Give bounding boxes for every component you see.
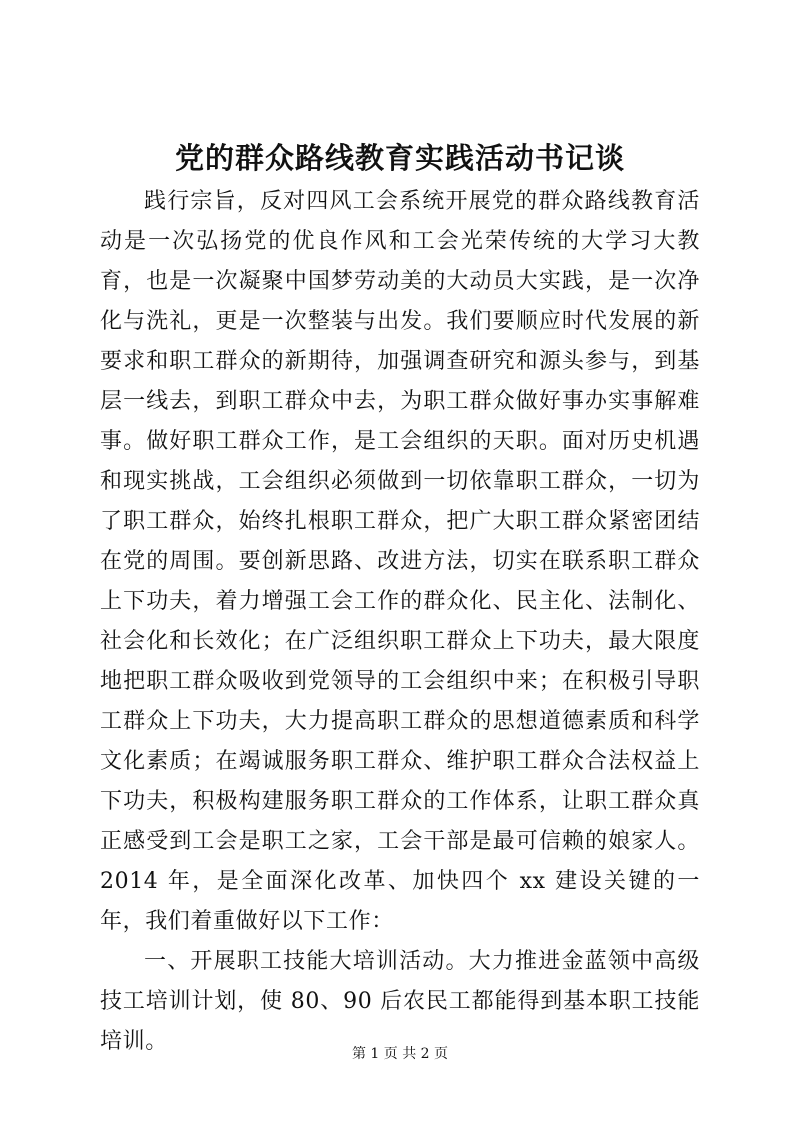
document-body xyxy=(100,182,700,1062)
page-footer: 第 1 页 共 2 页 xyxy=(351,1046,449,1062)
document-title: 党的群众路线教育实践活动书记谈 xyxy=(174,141,625,175)
paragraph-item-one: 一、开展职工技能大培训活动。大力推进金蓝领中高级技工培训计划，使 80、90 后农民工都能得到基本职工技能培训。 xyxy=(100,949,700,1054)
paragraph-intro: 践行宗旨，反对四风工会系统开展党的群众路线教育活动是一次弘扬党的优良作风和工会光荣传统的大学习大教育，也是一次凝聚中国梦劳动美的大动员大实践，是一次净化与洗礼，更是一次整装与出发。我们要顺应时代发展的新要求和职工群众的新期待，加强调查研究和源头参与，到基层一线去，到职工群众中去，为职工群众做好事办实事解难事。做好职工群众工作，是工会组织的天职。面对历史机遇和现实挑战，工会组织必须做到一切依靠职工群众，一切为了职工群众，始终扎根职工群众，把广大职工群众紧密团结在党的周围。要创新思路、改进方法，切实在联系职工群众上下功夫，着力增强工会工作的群众化、民主化、法制化、社会化和长效化；在广泛组织职工群众上下功夫，最大限度地把职工群众吸收到党领导的工会组织中来；在积极引导职工群众上下功夫，大力提高职工群众的思想道德素质和科学文化素质；在竭诚服务职工群众、维护职工群众合法权益上下功夫，积极构建服务职工群众的工作体系，让职工群众真正感受到工会是职工之家，工会干部是最可信赖的娘家人。2014 年，是全面深化改革、加快四个 xx 建设关键的一年，我们着重做好以下工作： xyxy=(100,189,700,934)
